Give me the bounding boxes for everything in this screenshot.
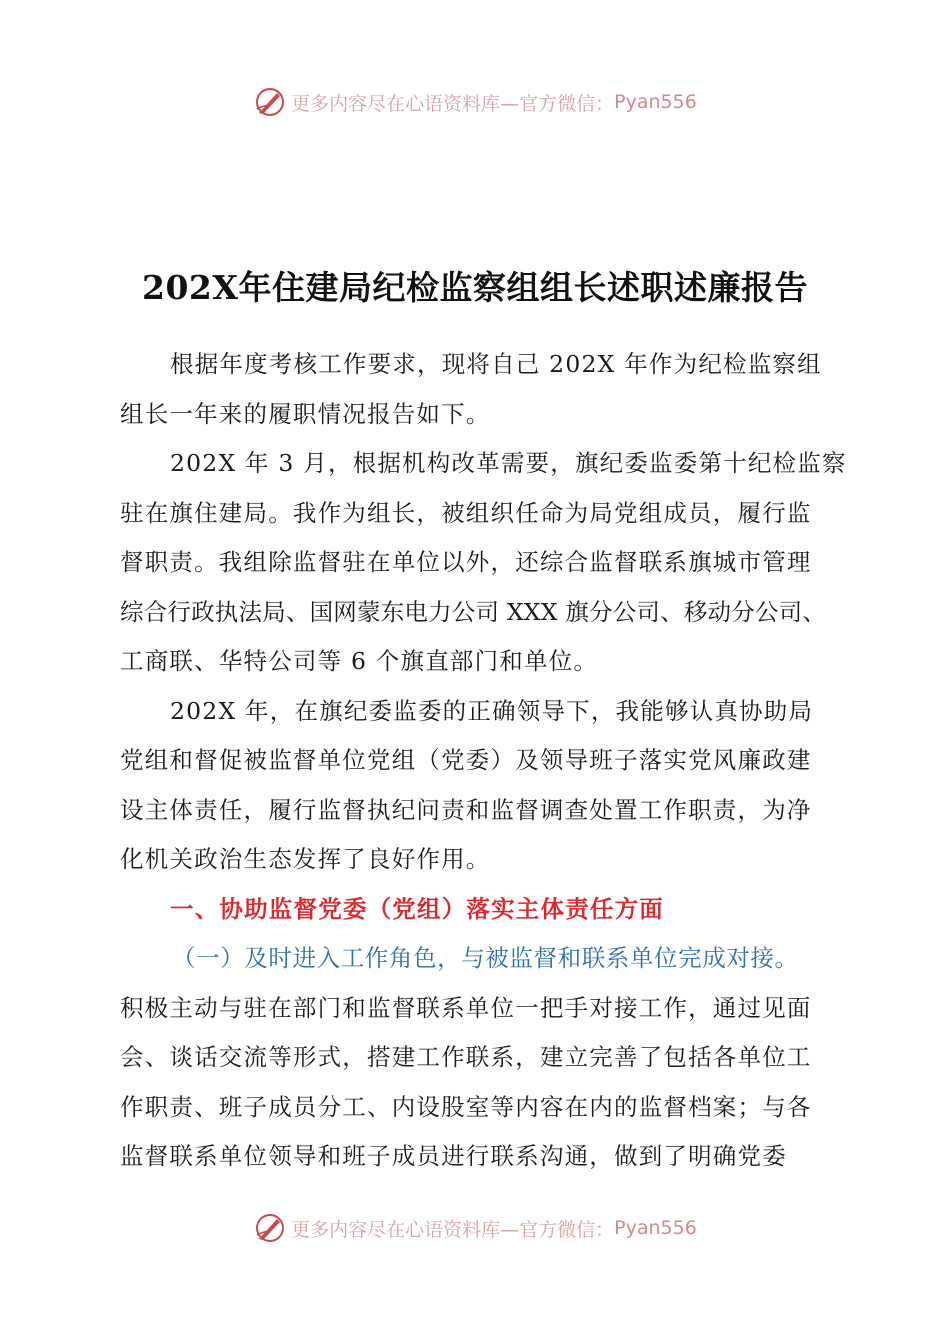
body-line: 组长一年来的履职情况报告如下。: [120, 399, 491, 428]
watermark-text: 更多内容尽在心语资料库—官方微信：: [291, 92, 615, 115]
body-line: 202X 年，在旗纪委监委的正确领导下，我能够认真协助局: [170, 696, 814, 725]
footer-watermark: [0, 1208, 950, 1248]
watermark-id: Pyan556: [614, 1217, 697, 1239]
body-line: 化机关政治生态发挥了良好作用。: [120, 845, 491, 873]
watermark-id: Pyan556: [614, 91, 697, 113]
body-line: 督职责。我组除监督驻在单位以外，还综合监督联系旗城市管理: [120, 548, 812, 576]
body-line: 作职责、班子成员分工、内设股室等内容在内的监督档案；与各: [120, 1092, 812, 1121]
document-body: [120, 340, 847, 1182]
body-line: 设主体责任，履行监督执纪问责和监督调查处置工作职责，为净: [120, 795, 812, 824]
header-watermark: [0, 82, 950, 122]
body-line: 根据年度考核工作要求，现将自己 202X 年作为纪检监察组: [170, 350, 822, 378]
quill-pen-logo-icon: [253, 1211, 287, 1245]
document-title: 202X年住建局纪检监察组组长述职述廉报告: [142, 268, 808, 307]
watermark-text: 更多内容尽在心语资料库—官方微信：: [291, 1218, 615, 1241]
quill-pen-logo-icon: [253, 85, 287, 119]
body-line: 工商联、华特公司等 6 个旗直部门和单位。: [120, 647, 599, 675]
body-line: 202X 年 3 月，根据机构改革需要，旗纪委监委第十纪检监察: [170, 449, 847, 477]
body-line: 党组和督促被监督单位党组（党委）及领导班子落实党风廉政建: [120, 746, 812, 774]
body-line: 积极主动与驻在部门和监督联系单位一把手对接工作，通过见面: [120, 993, 812, 1022]
body-line: 综合行政执法局、国网蒙东电力公司 XXX 旗分公司、移动分公司、: [120, 597, 827, 626]
section-heading-1: 一、协助监督党委（党组）落实主体责任方面: [170, 894, 664, 923]
body-line: 驻在旗住建局。我作为组长，被组织任命为局党组成员，履行监: [120, 498, 812, 527]
body-line: 会、谈话交流等形式，搭建工作联系，建立完善了包括各单位工: [120, 1043, 812, 1071]
body-line: 监督联系单位领导和班子成员进行联系沟通，做到了明确党委: [120, 1142, 787, 1170]
section-heading-2: （一）及时进入工作角色，与被监督和联系单位完成对接。: [172, 944, 799, 972]
